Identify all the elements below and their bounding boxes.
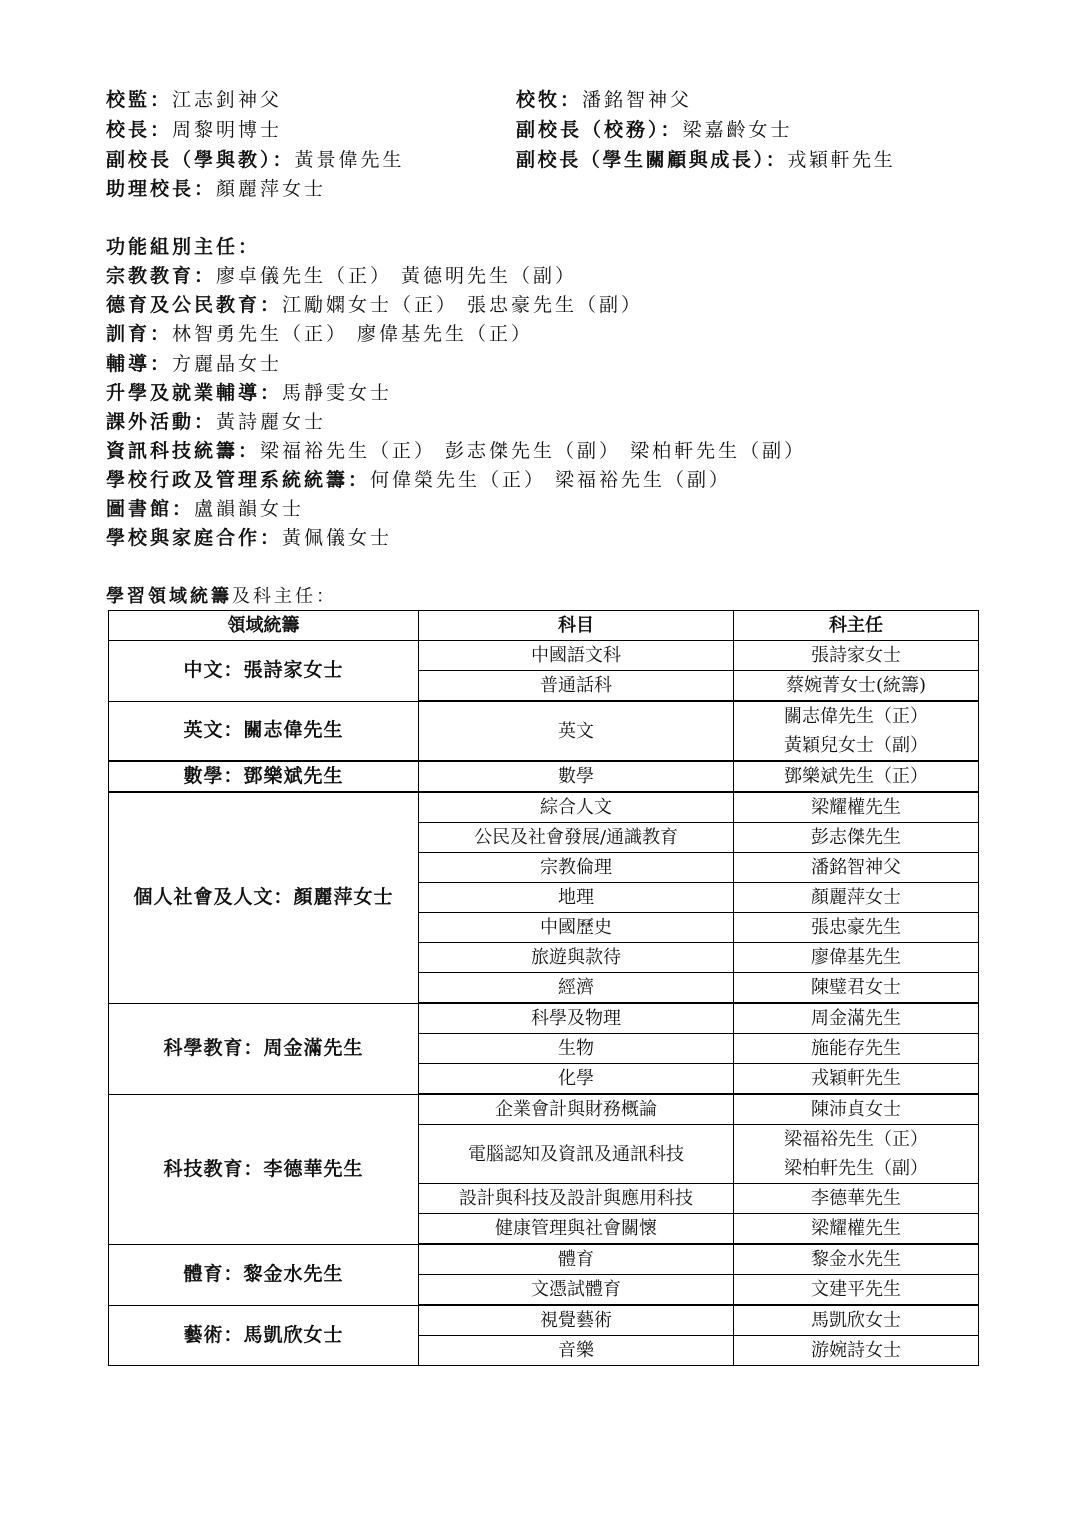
subject-cell: 旅遊與款待 [419,943,734,973]
head-cell: 張詩家女士 [734,641,979,671]
head-name: 黃穎兒女士（副） [784,735,928,756]
head-name: 關志偉先生（正） [784,706,928,727]
head-cell: 廖偉基先生 [734,943,979,973]
functional-item [106,262,577,291]
functional-item-label: 德育及公民教育： [106,294,283,316]
table-row [109,641,979,671]
subject-cell: 電腦認知及資訊及通訊科技 [419,1125,734,1184]
vp-admin-label: 副校長（校務）： [516,119,683,141]
functional-item [106,466,731,495]
functional-item-value: 馬靜雯女士 [282,382,393,404]
header-head: 科主任 [734,611,979,641]
table-row [109,1094,979,1125]
head-cell: 張忠豪先生 [734,913,979,943]
functional-item-label: 課外活動： [106,411,217,433]
area-cell: 數學：鄧樂斌先生 [109,761,419,792]
subjects-table [108,610,979,1366]
functional-item-value: 黃佩儀女士 [282,527,393,549]
table-row [109,761,979,792]
principal-label: 校長： [106,119,173,141]
pastor-name: 潘銘智神父 [582,89,693,111]
functional-item-value: 方麗晶女士 [172,353,283,375]
assistant-principal-line [106,175,326,204]
subjects-title-bold: 學習領域統籌 [106,586,232,607]
header-area: 領域統籌 [109,611,419,641]
supervisor-name: 江志釗神父 [172,89,283,111]
functional-item [106,408,326,437]
functional-item-label: 學校行政及管理系統統籌： [106,469,371,491]
head-cell: 梁耀權先生 [734,792,979,823]
head-cell: 施能存先生 [734,1034,979,1064]
subject-cell: 經濟 [419,973,734,1004]
supervisor-line [106,86,282,115]
header-subject: 科目 [419,611,734,641]
head-cell: 陳璧君女士 [734,973,979,1004]
table-header-row [109,611,979,641]
pastor-label: 校牧： [516,89,583,111]
functional-title: 功能組別主任： [106,236,261,258]
head-cell: 游婉詩女士 [734,1336,979,1366]
functional-item [106,320,533,349]
vp-student-label: 副校長（學生關顧與成長）： [516,149,788,171]
head-cell: 陳沛貞女士 [734,1094,979,1125]
functional-item [106,291,643,320]
functional-item-label: 學校與家庭合作： [106,527,283,549]
subject-cell: 生物 [419,1034,734,1064]
principal-name: 周黎明博士 [172,119,283,141]
functional-item-label: 升學及就業輔導： [106,382,283,404]
functional-item-value: 何偉榮先生（正） 梁福裕先生（副） [370,469,732,491]
functional-item-value: 盧韻韻女士 [194,498,305,520]
table-row [109,1244,979,1275]
head-cell: 彭志傑先生 [734,823,979,853]
vp-student-line [516,146,895,175]
area-cell: 藝術：馬凱欣女士 [109,1305,419,1366]
subject-cell: 健康管理與社會關懷 [419,1214,734,1245]
principal-line [106,116,282,145]
assistant-principal-label: 助理校長： [106,178,217,200]
head-cell: 鄧樂斌先生（正） [734,761,979,792]
head-cell [734,1125,979,1184]
subject-cell: 文憑試體育 [419,1275,734,1306]
assistant-principal-name: 顏麗萍女士 [216,178,327,200]
supervisor-label: 校監： [106,89,173,111]
functional-item-value: 江勵嫻女士（正） 張忠豪先生（副） [282,294,644,316]
area-cell: 個人社會及人文：顏麗萍女士 [109,792,419,1003]
subject-cell: 中國歷史 [419,913,734,943]
vp-academic-name: 黃景偉先生 [294,149,405,171]
head-cell: 梁耀權先生 [734,1214,979,1245]
subject-cell: 公民及社會發展/通識教育 [419,823,734,853]
subject-cell: 體育 [419,1244,734,1275]
table-row [109,1003,979,1034]
functional-item-label: 資訊科技統籌： [106,440,261,462]
head-cell: 黎金水先生 [734,1244,979,1275]
head-name: 梁福裕先生（正） [784,1129,928,1150]
functional-item [106,379,392,408]
head-cell [734,701,979,761]
head-cell: 戎穎軒先生 [734,1064,979,1095]
area-cell: 科技教育：李德華先生 [109,1094,419,1244]
functional-item [106,350,282,379]
subject-cell: 地理 [419,883,734,913]
head-cell: 馬凱欣女士 [734,1305,979,1336]
subject-cell: 英文 [419,701,734,761]
subject-cell: 設計與科技及設計與應用科技 [419,1184,734,1214]
head-name: 梁柏軒先生（副） [784,1158,928,1179]
head-cell: 李德華先生 [734,1184,979,1214]
functional-item-label: 輔導： [106,353,173,375]
subject-cell: 數學 [419,761,734,792]
subject-cell: 科學及物理 [419,1003,734,1034]
functional-item-value: 黃詩麗女士 [216,411,327,433]
table-row [109,1305,979,1336]
area-cell: 體育：黎金水先生 [109,1244,419,1305]
subject-cell: 綜合人文 [419,792,734,823]
functional-item-label: 訓育： [106,323,173,345]
head-cell: 文建平先生 [734,1275,979,1306]
table-row [109,792,979,823]
functional-item-value: 林智勇先生（正） 廖偉基先生（正） [172,323,534,345]
functional-item-value: 廖卓儀先生（正） 黃德明先生（副） [216,265,578,287]
subject-cell: 企業會計與財務概論 [419,1094,734,1125]
head-cell: 顏麗萍女士 [734,883,979,913]
area-cell: 中文：張詩家女士 [109,641,419,702]
head-cell: 蔡婉菁女士(統籌) [734,671,979,702]
area-cell: 科學教育：周金滿先生 [109,1003,419,1094]
subject-cell: 音樂 [419,1336,734,1366]
subjects-title-rest: 及科主任： [232,586,337,607]
subject-cell: 宗教倫理 [419,853,734,883]
vp-admin-line [516,116,793,145]
vp-student-name: 戎穎軒先生 [787,149,896,171]
functional-item [106,524,392,553]
vp-academic-label: 副校長（學與教）： [106,149,295,171]
area-cell: 英文：關志偉先生 [109,701,419,761]
functional-item [106,495,304,524]
head-cell: 潘銘智神父 [734,853,979,883]
vp-academic-line [106,146,405,175]
table-row [109,701,979,761]
subject-cell: 化學 [419,1064,734,1095]
head-cell: 周金滿先生 [734,1003,979,1034]
functional-item-value: 梁福裕先生（正） 彭志傑先生（副） 梁柏軒先生（副） [260,440,807,462]
functional-item-label: 圖書館： [106,498,195,520]
subject-cell: 普通話科 [419,671,734,702]
pastor-line [516,86,692,115]
functional-item-label: 宗教教育： [106,265,217,287]
subject-cell: 中國語文科 [419,641,734,671]
functional-item [106,437,806,466]
subject-cell: 視覺藝術 [419,1305,734,1336]
subjects-title [106,582,337,608]
vp-admin-name: 梁嘉齡女士 [682,119,793,141]
